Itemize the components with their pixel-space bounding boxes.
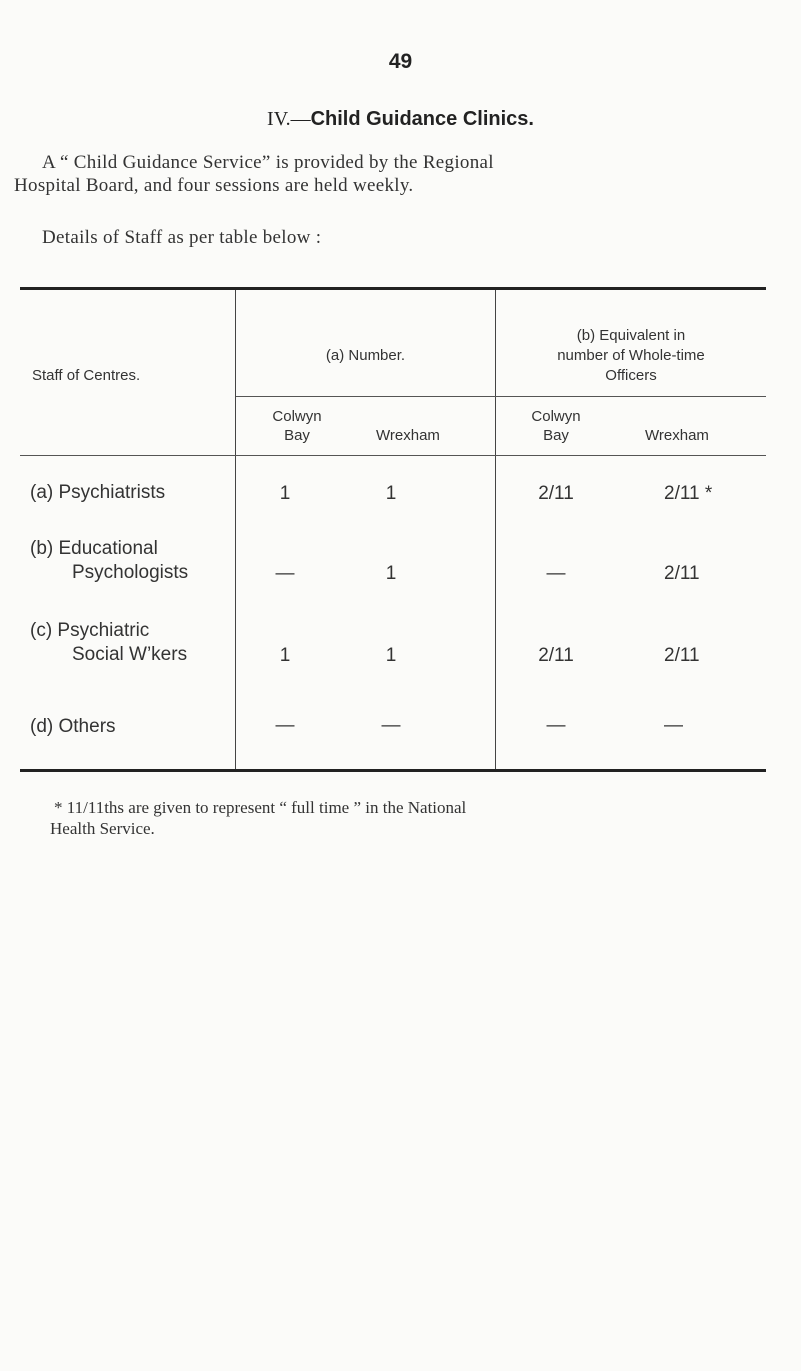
header-bottom-rule	[20, 455, 766, 456]
row-label-psychiatric-line-1: (c) Psychiatric	[30, 620, 150, 641]
header-equivalent-line-3: Officers	[605, 367, 657, 384]
subheader-equiv-colwyn	[521, 407, 591, 445]
row-psychiatric-number-wrexham: 1	[385, 645, 397, 666]
row-label-others: (d) Others	[30, 716, 116, 737]
intro-line-1: A “ Child Guidance Service” is provided by the Regional	[42, 152, 494, 173]
row-label-psychiatric-social-workers	[30, 619, 187, 667]
intro-paragraph	[14, 151, 774, 197]
row-others-number-colwyn: —	[275, 715, 295, 736]
table-top-rule	[20, 287, 766, 290]
row-label-psychiatric-line-2: Social W’kers	[72, 644, 188, 665]
header-equivalent-line-2: number of Whole-time	[557, 347, 705, 364]
table-bottom-rule	[20, 769, 766, 772]
row-psychiatric-equiv-wrexham: 2/11	[664, 645, 700, 666]
intro-line-2: Hospital Board, and four sessions are held weekly.	[14, 175, 414, 196]
footnote	[50, 797, 770, 839]
subheader-equiv-colwyn-line-1: Colwyn	[531, 408, 581, 425]
header-staff: Staff of Centres.	[32, 367, 141, 384]
row-psychiatrists-equiv-colwyn: 2/11	[538, 483, 574, 504]
subheader-number-wrexham: Wrexham	[376, 427, 440, 444]
row-others-equiv-wrexham: —	[664, 715, 683, 736]
header-equivalent-line-1: (b) Equivalent in	[576, 327, 686, 344]
row-others-number-wrexham: —	[381, 715, 401, 736]
header-number: (a) Number.	[325, 347, 406, 364]
row-educational-number-wrexham: 1	[385, 563, 397, 584]
row-educational-equiv-colwyn: —	[546, 563, 566, 584]
row-label-educational-line-2: Psychologists	[72, 562, 189, 583]
row-label-psychiatrists: (a) Psychiatrists	[30, 482, 166, 503]
row-psychiatric-number-colwyn: 1	[279, 645, 291, 666]
row-educational-number-colwyn: —	[275, 563, 295, 584]
details-line: Details of Staff as per table below :	[42, 227, 322, 248]
subheader-equiv-colwyn-line-2: Bay	[543, 427, 569, 444]
row-label-educational-psychologists	[30, 537, 188, 585]
row-psychiatrists-number-colwyn: 1	[279, 483, 291, 504]
page-number: 49	[388, 50, 413, 73]
header-equivalent	[496, 326, 766, 386]
row-label-educational-line-1: (b) Educational	[30, 538, 158, 559]
section-heading	[0, 108, 801, 131]
row-others-equiv-colwyn: —	[546, 715, 566, 736]
subheader-number-colwyn-line-2: Bay	[284, 427, 310, 444]
row-educational-equiv-wrexham: 2/11	[664, 563, 700, 584]
subheader-number-colwyn	[262, 407, 332, 445]
row-psychiatrists-number-wrexham: 1	[385, 483, 397, 504]
footnote-line-2: Health Service.	[50, 819, 155, 838]
heading-prefix: IV.—	[267, 108, 311, 130]
subheader-number-colwyn-line-1: Colwyn	[272, 408, 322, 425]
footnote-line-1: * 11/11ths are given to represent “ full time ” in the National	[54, 798, 467, 817]
row-psychiatrists-equiv-wrexham: 2/11 *	[664, 483, 713, 504]
subheader-equiv-wrexham: Wrexham	[645, 427, 709, 444]
row-psychiatric-equiv-colwyn: 2/11	[538, 645, 574, 666]
subheader-rule	[236, 396, 766, 397]
heading-title: Child Guidance Clinics.	[310, 108, 534, 130]
